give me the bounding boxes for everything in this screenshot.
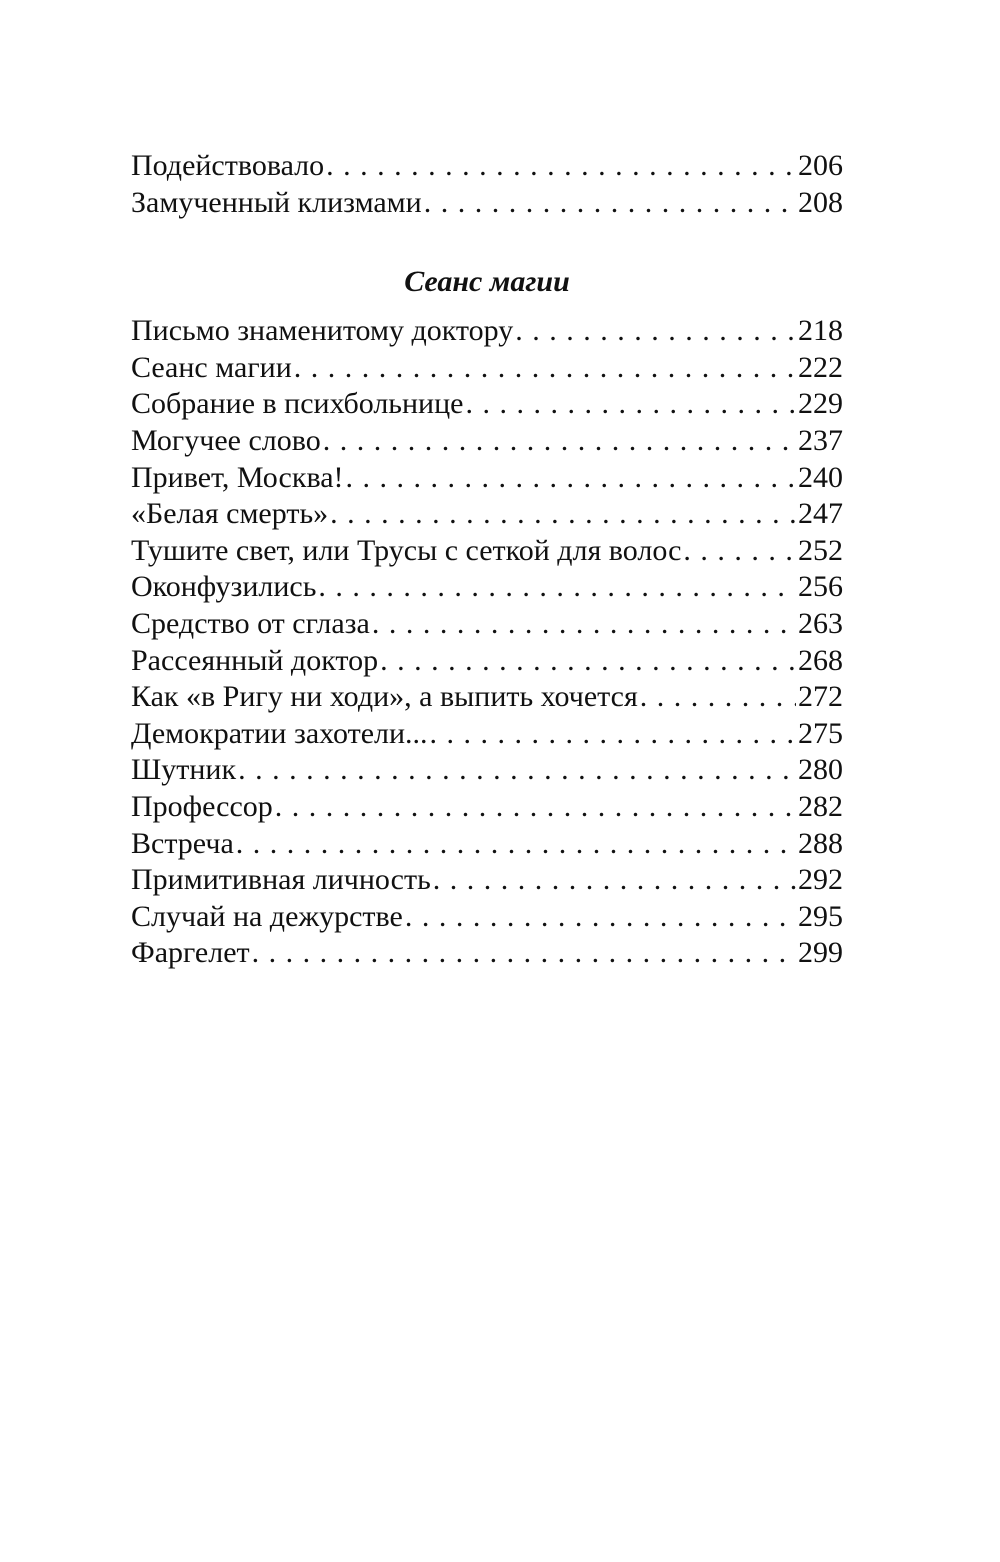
toc-entry — [131, 789, 843, 826]
toc-entry — [131, 496, 843, 533]
toc-entry — [131, 350, 843, 387]
dot-leader — [323, 423, 796, 460]
toc-entry-title: Фаргелет — [131, 936, 250, 970]
toc-entry — [131, 606, 843, 643]
toc-entry-title: Рассеянный доктор — [131, 643, 379, 677]
toc-entry — [131, 313, 843, 350]
dot-leader — [238, 752, 796, 789]
toc-entry — [131, 386, 843, 423]
toc-entry-title: Собрание в психбольнице — [131, 387, 464, 421]
toc-entry-title: Привет, Москва! — [131, 460, 344, 494]
dot-leader — [640, 679, 796, 716]
dot-leader — [294, 350, 796, 387]
toc-entry-title: Оконфузились — [131, 570, 317, 604]
toc-entry — [131, 899, 843, 936]
toc-entry-title: Подействовало — [131, 149, 325, 182]
dot-leader — [430, 716, 796, 753]
toc-entry — [131, 643, 843, 680]
toc-entry — [131, 185, 843, 222]
toc-entry-page: 280 — [798, 753, 843, 787]
toc-entry-title: Сеанс магии — [131, 350, 292, 384]
toc-entry-page: 263 — [798, 606, 843, 640]
dot-leader — [380, 643, 796, 680]
toc-entry-page: 206 — [798, 149, 843, 182]
toc-entry-page: 299 — [798, 936, 843, 970]
toc-entry-title: Демократии захотели... — [131, 716, 428, 750]
table-of-contents — [131, 148, 843, 972]
dot-leader — [515, 313, 796, 350]
dot-leader — [318, 569, 796, 606]
toc-entry — [131, 423, 843, 460]
toc-entry-page: 275 — [798, 716, 843, 750]
dot-leader — [346, 460, 796, 497]
toc-entry — [131, 935, 843, 972]
toc-entry-page: 295 — [798, 899, 843, 933]
toc-entry-page: 229 — [798, 387, 843, 421]
toc-entry-page: 222 — [798, 350, 843, 384]
section-spacer — [131, 300, 843, 313]
dot-leader — [405, 899, 796, 936]
dot-leader — [326, 148, 796, 185]
toc-entry-title: Случай на дежурстве — [131, 899, 403, 933]
toc-entry-page: 240 — [798, 460, 843, 494]
toc-entry-page: 268 — [798, 643, 843, 677]
toc-entry-page: 292 — [798, 863, 843, 897]
toc-entry-title: Как «в Ригу ни ходи», а выпить хочется — [131, 680, 638, 714]
toc-entry-page: 252 — [798, 533, 843, 567]
dot-leader — [433, 862, 796, 899]
section-spacer — [131, 221, 843, 264]
toc-entry-page: 256 — [798, 570, 843, 604]
toc-entry — [131, 569, 843, 606]
dot-leader — [330, 496, 796, 533]
dot-leader — [465, 386, 796, 423]
toc-entry — [131, 533, 843, 570]
toc-entry-title: Могучее слово — [131, 423, 321, 457]
dot-leader — [275, 789, 796, 826]
toc-entry-title: Профессор — [131, 789, 273, 823]
toc-entry-page: 247 — [798, 497, 843, 531]
toc-entry — [131, 148, 843, 185]
dot-leader — [236, 826, 796, 863]
toc-entry-title: Средство от сглаза — [131, 606, 370, 640]
toc-entry — [131, 460, 843, 497]
toc-entry — [131, 826, 843, 863]
toc-entry — [131, 862, 843, 899]
toc-entry-title: Замученный клизмами — [131, 185, 422, 219]
dot-leader — [252, 935, 796, 972]
toc-entry — [131, 716, 843, 753]
toc-list-seans-magii — [131, 313, 843, 972]
toc-entry-page: 288 — [798, 826, 843, 860]
dot-leader — [372, 606, 796, 643]
toc-entry-page: 237 — [798, 423, 843, 457]
toc-entry — [131, 679, 843, 716]
toc-entry-title: Письмо знаменитому доктору — [131, 314, 514, 348]
toc-entry — [131, 752, 843, 789]
section-heading: Сеанс магии — [404, 265, 570, 299]
toc-entry-title: «Белая смерть» — [131, 497, 329, 531]
toc-entry-title: Примитивная личность — [131, 863, 431, 897]
toc-entry-page: 218 — [798, 314, 843, 348]
toc-entry-page: 208 — [798, 185, 843, 219]
toc-entry-title: Встреча — [131, 826, 234, 860]
toc-entry-title: Тушите свет, или Трусы с сеткой для волос — [131, 533, 682, 567]
toc-entry-title: Шутник — [131, 753, 237, 787]
toc-list-previous-section — [131, 148, 843, 221]
dot-leader — [683, 533, 796, 570]
toc-entry-page: 282 — [798, 789, 843, 823]
toc-entry-page: 272 — [798, 680, 843, 714]
dot-leader — [424, 185, 796, 222]
